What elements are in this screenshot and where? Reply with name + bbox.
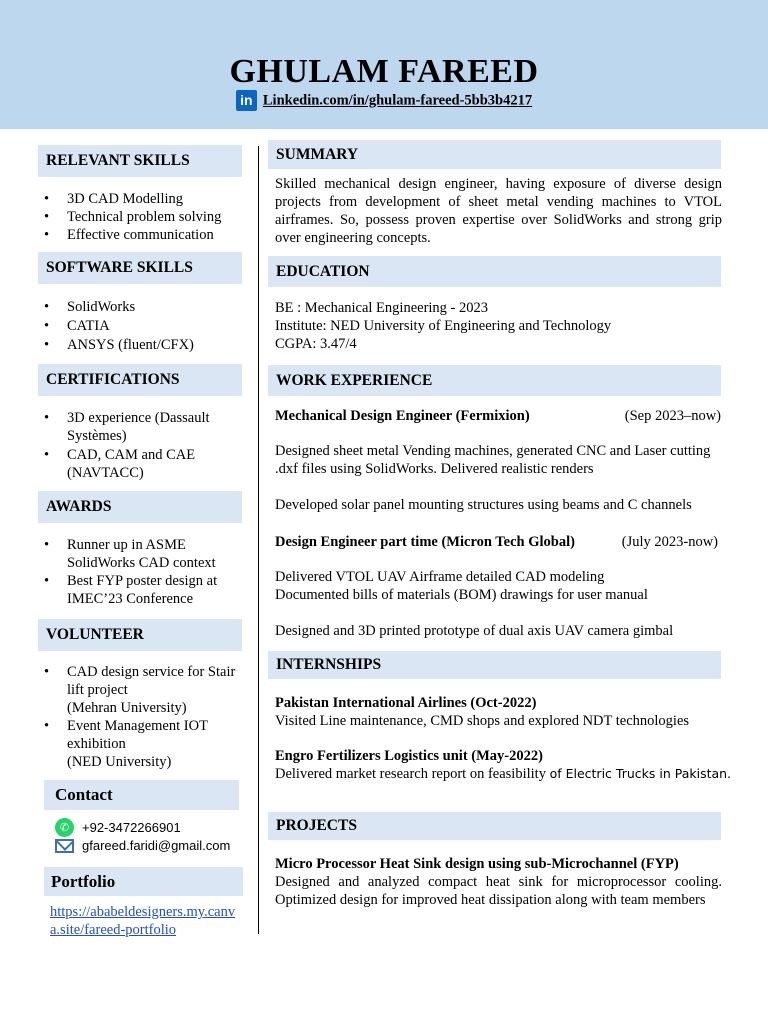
internship-desc: Visited Line maintenance, CMD shops and explored NDT technologies <box>275 713 690 729</box>
portfolio-heading: Portfolio <box>44 867 243 896</box>
job-title-row <box>275 407 722 425</box>
education-cgpa: CGPA: 3.47/4 <box>275 336 357 352</box>
summary-text: Skilled mechanical design engineer, having exposure of diverse design projects from development of sheet metal vending machines to VTOL airframes. So, possess proven expertise over SolidWorks and strong grip over engineering concepts. <box>275 176 722 246</box>
internships-heading: INTERNSHIPS <box>268 651 721 679</box>
internship-org: Pakistan International Airlines (Oct-2022) <box>275 695 537 711</box>
phone-number: +92-3472266901 <box>82 819 181 835</box>
list-item: • SolidWorks <box>44 298 244 316</box>
volunteer-list <box>44 663 244 771</box>
job-dates: (Sep 2023–now) <box>624 408 721 424</box>
job-description: Documented bills of materials (BOM) drawings for user manual <box>275 587 648 603</box>
job-role: Design Engineer part time (Micron Tech Global) <box>275 534 575 550</box>
certifications-list <box>44 409 244 482</box>
list-item: • ANSYS (fluent/CFX) <box>44 336 244 354</box>
job-description: Designed and 3D printed prototype of dual axis UAV camera gimbal <box>275 623 674 639</box>
education-institute: Institute: NED University of Engineering and Technology <box>275 318 612 334</box>
contact-heading: Contact <box>44 780 239 810</box>
internship-desc-part: of Electric Trucks in Pakistan. <box>549 766 732 781</box>
work-experience-heading: WORK EXPERIENCE <box>268 365 721 396</box>
volunteer-heading: VOLUNTEER <box>38 619 242 651</box>
job-description: Developed solar panel mounting structures using beams and C channels <box>275 497 692 513</box>
awards-heading: AWARDS <box>38 491 242 523</box>
volunteer-org: (NED University) <box>67 754 172 770</box>
awards-list <box>44 536 244 608</box>
software-skills-heading: SOFTWARE SKILLS <box>38 252 242 284</box>
job-role: Mechanical Design Engineer (Fermixion) <box>275 408 530 424</box>
email-address: gfareed.faridi@gmail.com <box>82 838 231 853</box>
internship-org: Engro Fertilizers Logistics unit (May-2022) <box>275 748 543 764</box>
list-item: • Runner up in ASME SolidWorks CAD context <box>44 536 244 572</box>
relevant-skills-heading: RELEVANT SKILLS <box>38 145 242 177</box>
job-dates: (July 2023-now) <box>621 534 718 550</box>
projects-heading: PROJECTS <box>268 812 721 840</box>
candidate-name: GHULAM FAREED <box>229 53 539 90</box>
column-divider <box>258 146 259 934</box>
project-desc: Designed and analyzed compact heat sink for microprocessor cooling. Optimized design for improved heat dissipation along with team members <box>275 874 722 908</box>
project-name: Micro Processor Heat Sink design using sub-Microchannel (FYP) <box>275 856 679 872</box>
relevant-skills-list <box>44 190 244 244</box>
software-skills-list <box>44 298 244 354</box>
internship-desc-part: Delivered market research report on feasibility <box>275 766 550 782</box>
volunteer-role: • Event Management IOT exhibition <box>67 718 208 752</box>
education-degree: BE : Mechanical Engineering - 2023 <box>275 300 489 316</box>
linkedin-icon: in <box>236 90 257 111</box>
list-item: • CAD, CAM and CAE (NAVTACC) <box>44 446 244 482</box>
volunteer-role: • CAD design service for Stair lift project <box>67 664 236 698</box>
job-description: Delivered VTOL UAV Airframe detailed CAD modeling <box>275 569 605 585</box>
list-item: • 3D experience (Dassault Systèmes) <box>44 409 244 445</box>
linkedin-link[interactable]: Linkedin.com/in/ghulam-fareed-5bb3b4217 <box>262 92 533 109</box>
mail-icon <box>55 839 74 853</box>
list-item: • Best FYP poster design at IMEC’23 Conference <box>44 572 244 608</box>
list-item <box>44 663 244 717</box>
portfolio-link[interactable]: https://ababeldesigners.my.canva.site/fareed-portfolio <box>50 904 236 938</box>
education-heading: EDUCATION <box>268 256 721 287</box>
phone-line <box>55 818 181 837</box>
linkedin-row <box>0 90 768 111</box>
list-item: • Effective communication <box>44 226 244 244</box>
list-item <box>44 717 244 771</box>
education-block <box>275 299 722 353</box>
certifications-heading: CERTIFICATIONS <box>38 364 242 396</box>
volunteer-org: (Mehran University) <box>67 700 187 716</box>
email-line <box>55 837 230 855</box>
summary-heading: SUMMARY <box>268 140 721 169</box>
list-item: • 3D CAD Modelling <box>44 190 244 208</box>
job-description: Designed sheet metal Vending machines, generated CNC and Laser cutting .dxf files using SolidWorks. Delivered realistic renders <box>275 443 711 477</box>
internship-desc <box>275 765 732 783</box>
job-title-row <box>275 533 722 551</box>
list-item: • CATIA <box>44 317 244 335</box>
whatsapp-icon: ✆ <box>55 818 74 837</box>
list-item: • Technical problem solving <box>44 208 244 226</box>
